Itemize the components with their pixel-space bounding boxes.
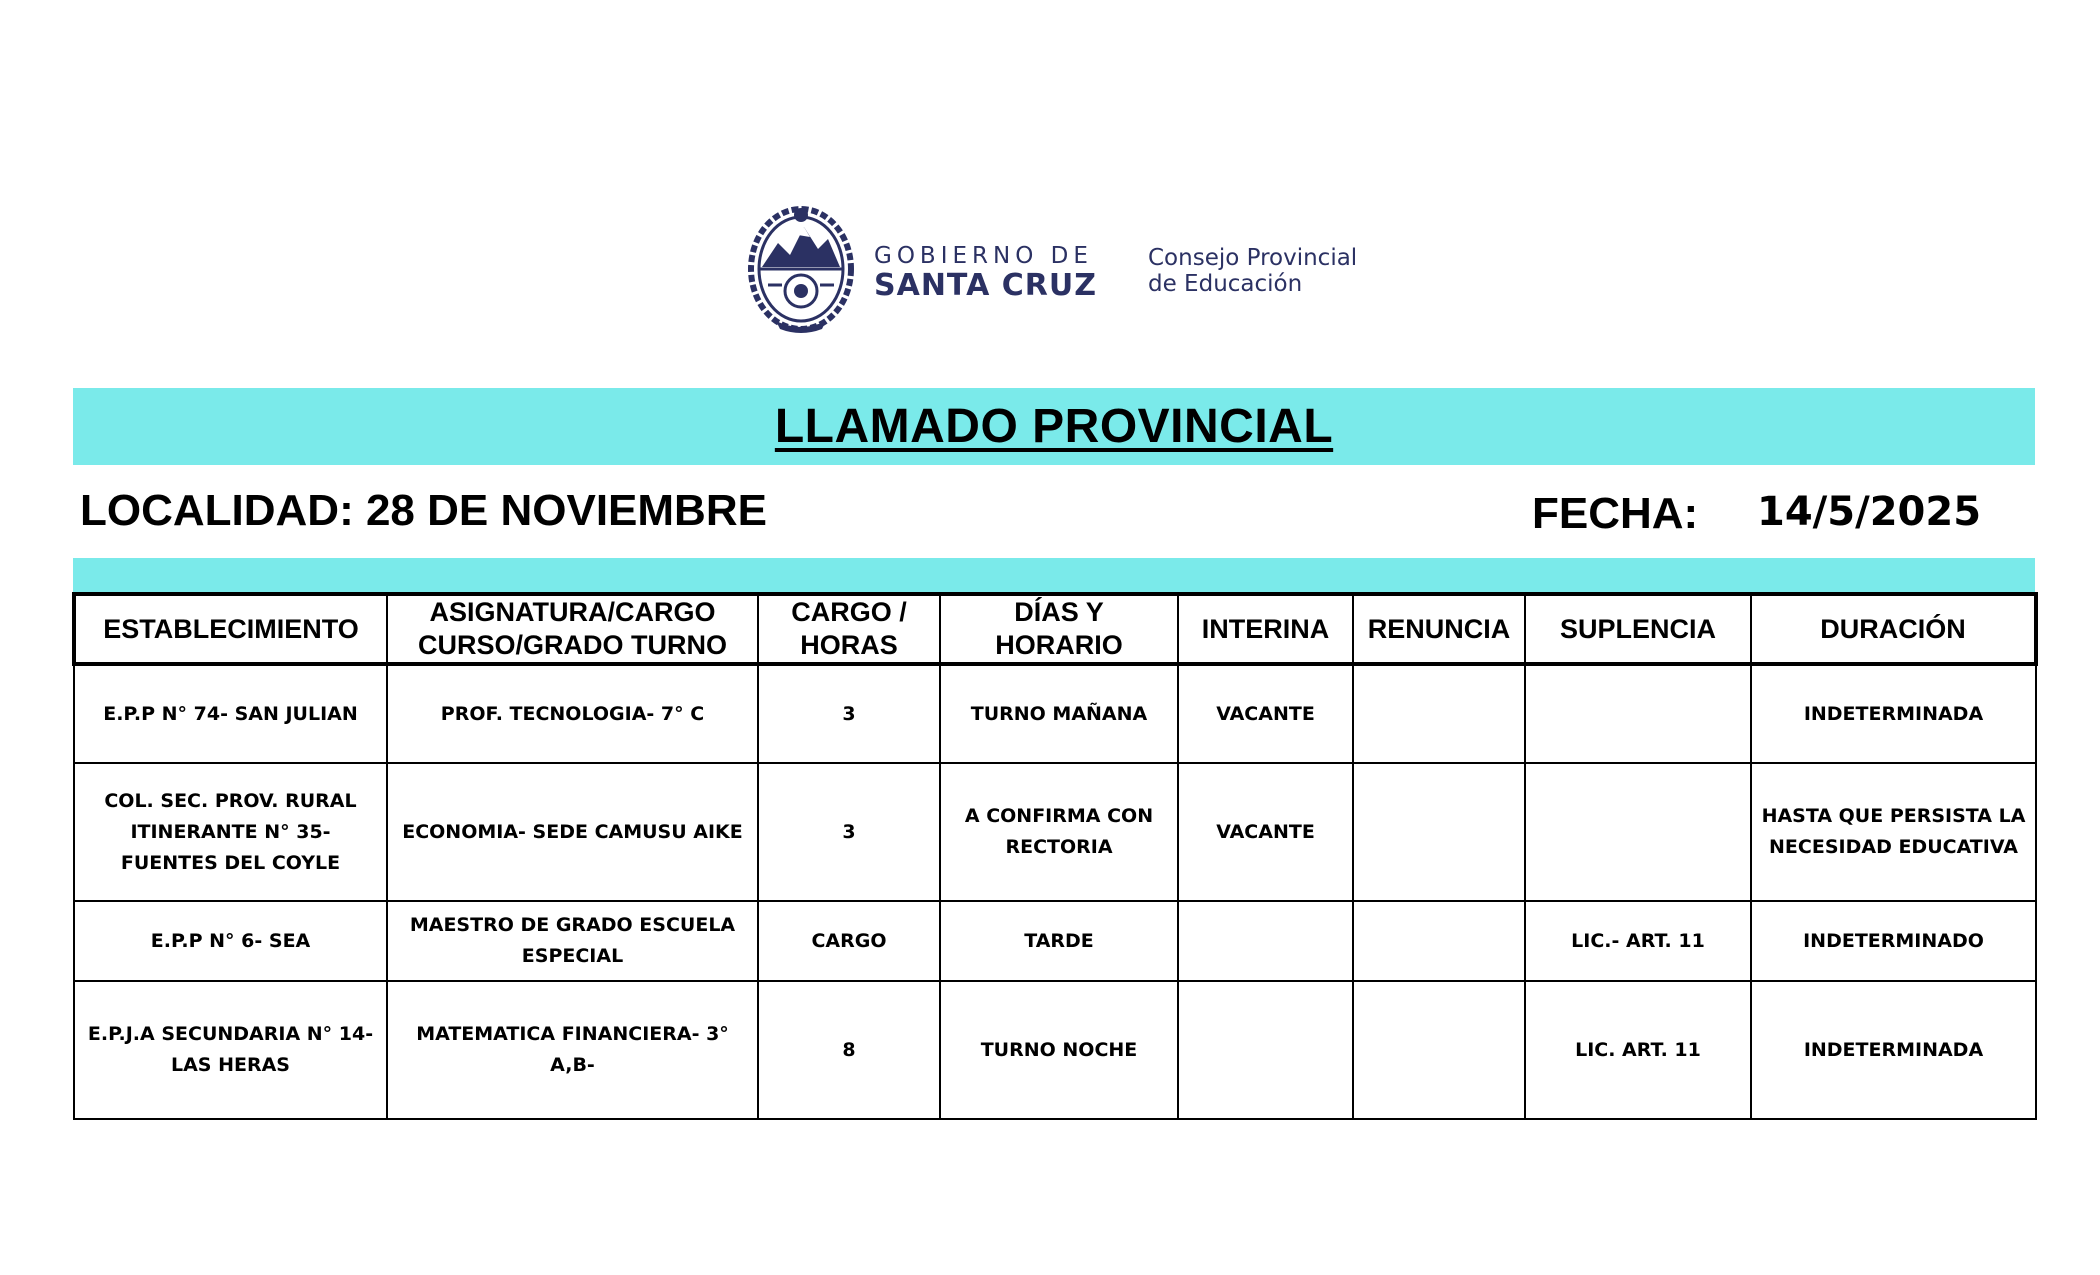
gov-line-1: GOBIERNO DE <box>874 243 1093 269</box>
cell-cargo-horas: CARGO <box>758 901 940 981</box>
cell-interina: VACANTE <box>1178 664 1353 763</box>
positions-table <box>72 592 2038 1120</box>
government-name <box>874 243 1097 303</box>
cell-cargo-horas: 3 <box>758 763 940 901</box>
cell-dias-horario: A CONFIRMA CON RECTORIA <box>940 763 1178 901</box>
cell-suplencia <box>1525 763 1751 901</box>
cell-duracion: INDETERMINADA <box>1751 664 2036 763</box>
cell-renuncia <box>1353 981 1525 1119</box>
cell-dias-horario: TURNO NOCHE <box>940 981 1178 1119</box>
header-suplencia: SUPLENCIA <box>1525 594 1751 664</box>
cell-suplencia <box>1525 664 1751 763</box>
table-row <box>74 763 2036 901</box>
cell-dias-horario: TURNO MAÑANA <box>940 664 1178 763</box>
cell-dias-horario: TARDE <box>940 901 1178 981</box>
cell-renuncia <box>1353 664 1525 763</box>
cell-cargo-horas: 8 <box>758 981 940 1119</box>
cell-establecimiento: E.P.J.A SECUNDARIA N° 14- LAS HERAS <box>74 981 387 1119</box>
date-value: 14/5/2025 <box>1757 489 1982 535</box>
cell-interina: VACANTE <box>1178 763 1353 901</box>
cell-establecimiento: E.P.P N° 74- SAN JULIAN <box>74 664 387 763</box>
table-row <box>74 981 2036 1119</box>
cell-suplencia: LIC. ART. 11 <box>1525 981 1751 1119</box>
header-cargo-horas: CARGO / HORAS <box>758 594 940 664</box>
header-asignatura: ASIGNATURA/CARGO CURSO/GRADO TURNO <box>387 594 758 664</box>
header-renuncia: RENUNCIA <box>1353 594 1525 664</box>
table-row <box>74 664 2036 763</box>
cell-renuncia <box>1353 763 1525 901</box>
cell-duracion: INDETERMINADA <box>1751 981 2036 1119</box>
cell-duracion: INDETERMINADO <box>1751 901 2036 981</box>
cell-asignatura: MAESTRO DE GRADO ESCUELA ESPECIAL <box>387 901 758 981</box>
header-logo <box>748 205 1368 335</box>
cell-asignatura: PROF. TECNOLOGIA- 7° C <box>387 664 758 763</box>
separator-band <box>73 558 2035 592</box>
council-line-1: Consejo Provincial <box>1148 245 1358 271</box>
cell-duracion: HASTA QUE PERSISTA LA NECESIDAD EDUCATIVA <box>1751 763 2036 901</box>
cell-renuncia <box>1353 901 1525 981</box>
cell-suplencia: LIC.- ART. 11 <box>1525 901 1751 981</box>
header-dias-horario: DÍAS Y HORARIO <box>940 594 1178 664</box>
cell-asignatura: MATEMATICA FINANCIERA- 3° A,B- <box>387 981 758 1119</box>
table-header-row <box>74 594 2036 664</box>
cell-interina <box>1178 901 1353 981</box>
title-band <box>73 388 2035 465</box>
cell-cargo-horas: 3 <box>758 664 940 763</box>
page-title: LLAMADO PROVINCIAL <box>774 400 1334 453</box>
header-interina: INTERINA <box>1178 594 1353 664</box>
cell-interina <box>1178 981 1353 1119</box>
date-label: FECHA: <box>1532 489 1699 538</box>
council-name <box>1148 245 1357 297</box>
header-establecimiento: ESTABLECIMIENTO <box>74 594 387 664</box>
header-duracion: DURACIÓN <box>1751 594 2036 664</box>
council-line-2: de Educación <box>1148 271 1303 297</box>
cell-asignatura: ECONOMIA- SEDE CAMUSU AIKE <box>387 763 758 901</box>
cell-establecimiento: E.P.P N° 6- SEA <box>74 901 387 981</box>
table-row <box>74 901 2036 981</box>
cell-establecimiento: COL. SEC. PROV. RURAL ITINERANTE N° 35- FUENTES DEL COYLE <box>74 763 387 901</box>
province-seal-icon <box>748 205 854 335</box>
gov-line-2: SANTA CRUZ <box>874 268 1097 303</box>
locality-label: LOCALIDAD: 28 DE NOVIEMBRE <box>80 486 767 535</box>
